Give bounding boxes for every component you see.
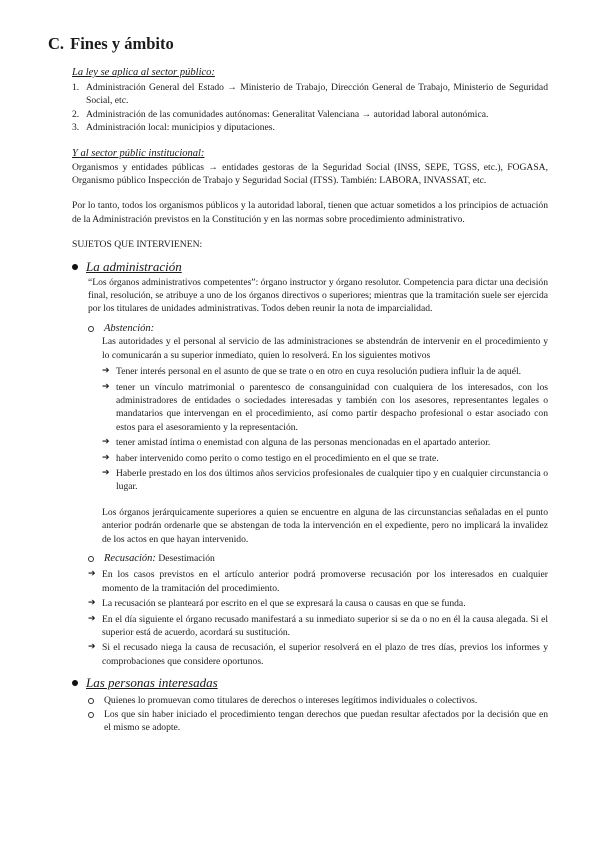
sector-institucional-heading: Y al sector públic institucional: (72, 147, 205, 159)
list-item: ➔ Haberle prestado en los dos últimos años servicios profesionales de cualquier tipo y en cualquier circunstancia o lugar. (102, 467, 548, 493)
circle-bullet-icon (88, 712, 94, 718)
conclusion-paragraph: Por lo tanto, todos los organismos públicos y la autoridad laboral, tienen que actuar sometidos a los principios de actuación de la Administración previstos en la Constitución y en las normas sobre procedimiento administrativo. (72, 200, 548, 225)
list-item: ➔ En el día siguiente el órgano recusado manifestará a su inmediato superior si se da o no en él la causa alegada. Si el superior está de acuerdo, acordará su sustitución. (88, 613, 548, 638)
arrow-icon: ➔ (88, 569, 96, 580)
list-item: Quienes lo promuevan como titulares de derechos o intereses legítimos individuales o colectivos. (88, 694, 548, 707)
circle-bullet-icon (88, 698, 94, 704)
recusacion-heading: Recusación: Desestimación (88, 552, 548, 565)
sector-publico-list (72, 81, 548, 135)
list-item: ➔ tener amistad íntima o enemistad con alguna de las personas mencionadas en el apartado anterior. (102, 437, 491, 449)
abstencion-intro: Las autoridades y el personal al servicio de las administraciones se abstendrán de intervenir en el procedimiento y lo comunicarán a su superior inmediato, quien lo resolverá. En los siguientes motivos (102, 336, 548, 361)
bullet-icon (72, 264, 78, 270)
sujetos-heading: SUJETOS QUE INTERVIENEN: (72, 239, 203, 251)
bullet-icon (72, 680, 78, 686)
administracion-heading: La administración (72, 258, 548, 276)
list-item: ➔ Si el recusado niega la causa de recusación, el superior resolverá en el plazo de tres días, previos los informes y comprobaciones que considere oportunos. (88, 642, 548, 667)
arrow-icon: ➔ (88, 613, 96, 624)
abstencion-list (102, 365, 548, 494)
arrow-icon: ➔ (88, 642, 96, 653)
arrow-icon: ➔ (88, 598, 96, 609)
section-title-text: Fines y ámbito (70, 34, 174, 53)
recusacion-list (88, 568, 548, 668)
interesadas-list (88, 694, 548, 734)
list-item: ➔ tener un vínculo matrimonial o parentesco de consanguinidad con cualquiera de los interesados, con los administradores de entidades o sociedades interesadas y también con los asesores, representantes legales o mandatarios que intervengan en el procedimiento, así como partir despacho profesional o estar asociado con estos para el asesoramiento y la representación. (102, 381, 548, 433)
section-title (48, 34, 174, 54)
arrow-icon: ➔ (102, 452, 110, 463)
sector-publico-heading: La ley se aplica al sector público: (72, 67, 215, 78)
circle-bullet-icon (88, 326, 94, 332)
abstencion-heading: Abstención: (88, 322, 548, 335)
circle-bullet-icon (88, 556, 94, 562)
arrow-icon: ➔ (102, 437, 110, 448)
administracion-text: “Los órganos administrativos competentes”: órgano instructor y órgano resolutor. Competencia para dictar una decisión final, resolución, se atribuye a uno de los órganos directivos o superiores; mientras que la tramitación suele ser ejercida por los titulares de unidades administrativas. Todos deben reunir la nota de imparcialidad. (88, 276, 548, 315)
list-item: Los que sin haber iniciado el procedimiento tengan derechos que puedan resultar afectados por la decisión que en el mismo se adopte. (88, 708, 548, 735)
list-item: 3. Administración local: municipios y diputaciones. (72, 122, 275, 134)
list-item: ➔ En los casos previstos en el artículo anterior podrá promoverse recusación por los interesados en cualquier momento de la tramitación del procedimiento. (88, 569, 548, 594)
list-item: ➔ haber intervenido como perito o como testigo en el procedimiento en el que se trate. (102, 452, 439, 464)
list-item: ➔ Tener interés personal en el asunto de que se trate o en otro en cuya resolución pudiera influir la de aquél. (102, 366, 522, 378)
list-item: 2. Administración de las comunidades autónomas: Generalitat Valenciana → autoridad laboral autonómica. (72, 108, 489, 120)
arrow-icon: ➔ (102, 467, 110, 478)
abstencion-closing: Los órganos jerárquicamente superiores a quien se encuentre en alguna de las circunstancias señaladas en el punto anterior podrán ordenarle que se abstengan de toda la intervención en el expediente, pero no implicará la invalidez de los actos en que hayan intervenido. (102, 506, 548, 545)
recusacion-subtitle: Desestimación (158, 552, 215, 564)
interesadas-heading: Las personas interesadas (72, 674, 548, 692)
section-letter: C. (48, 34, 65, 53)
sector-institucional-text: Organismos y entidades públicas → entidades gestoras de la Seguridad Social (INSS, SEPE, TGSS, etc.), FOGASA, Organismo público Inspección de Trabajo y Seguridad Social (ITSS). También: LABORA, INVASSAT, etc. (72, 161, 548, 187)
list-item: 1. Administración General del Estado → Ministerio de Trabajo, Dirección General de Trabajo, Ministerio de Seguridad Social, etc. (72, 82, 548, 107)
arrow-icon: ➔ (102, 381, 110, 392)
arrow-icon: ➔ (102, 366, 110, 377)
list-item: ➔ La recusación se planteará por escrito en el que se expresará la causa o causas en que se funda. (88, 598, 466, 610)
